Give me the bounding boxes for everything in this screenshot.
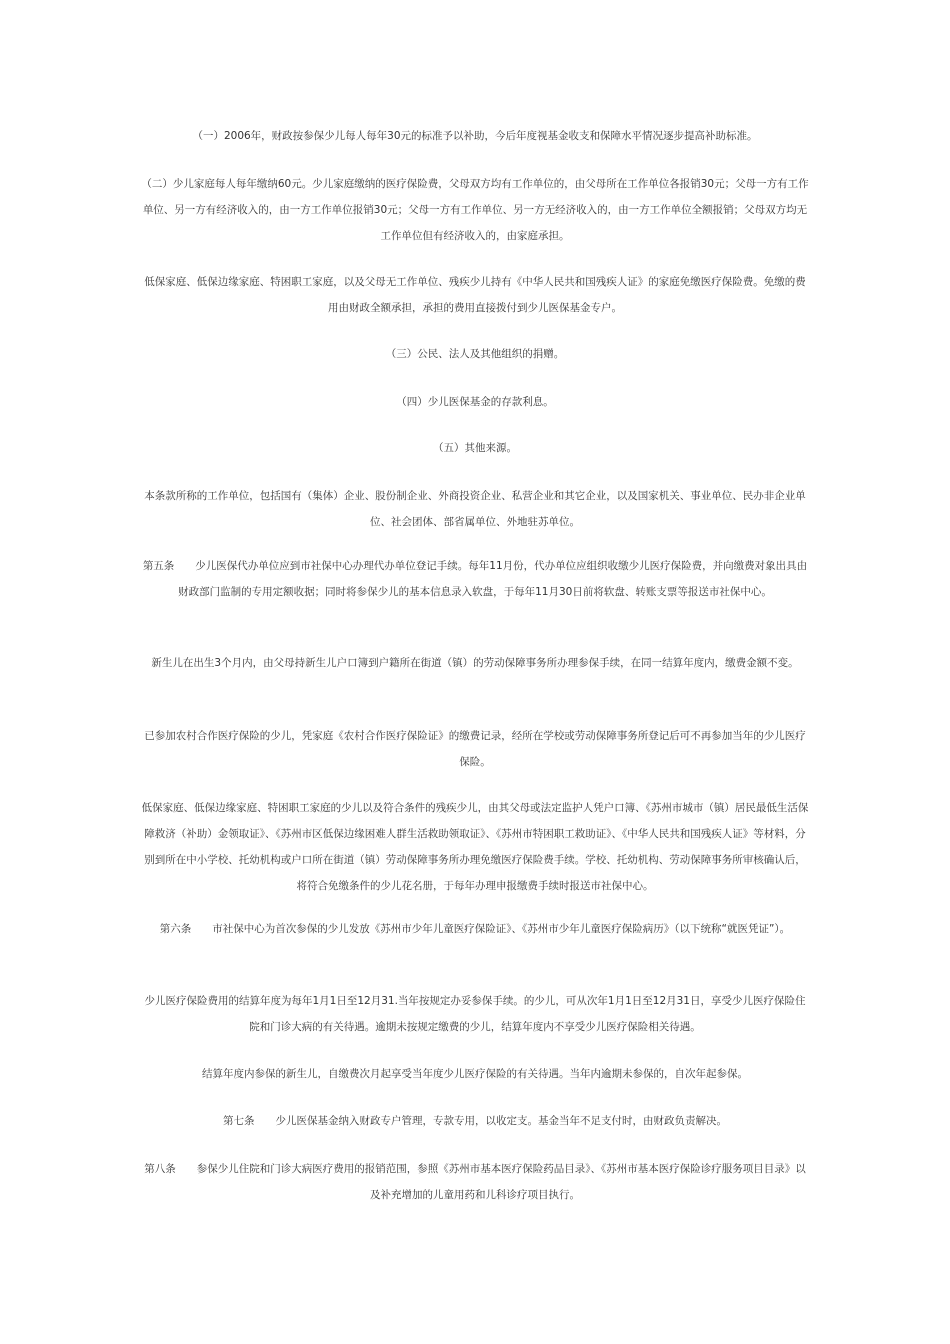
paragraph-other-sources: （五）其他来源。 bbox=[433, 442, 517, 454]
paragraph-article-6: 第六条 市社保中心为首次参保的少儿发放《苏州市少年儿童医疗保险证》、《苏州市少年儿童医疗保险病历》（以下统称“就医凭证”）。 bbox=[159, 923, 791, 935]
paragraph-rural-insurance: 已参加农村合作医疗保险的少儿，凭家庭《农村合作医疗保险证》的缴费记录，经所在学校或劳动保障事务所登记后可不再参加当年的少儿医疗保险。 bbox=[144, 730, 806, 768]
paragraph-low-income-procedure: 低保家庭、低保边缘家庭、特困职工家庭的少儿以及符合条件的残疾少儿，由其父母或法定监护人凭户口簿、《苏州市城市（镇）居民最低生活保障救济（补助）金领取证》、《苏州市区低保边缘困难人群生活救助领取证》、《苏州市特困职工救助证》、《中华人民共和国残疾人证》等材料，分别到所在中小学校、托幼机构或户口所在街道（镇）劳动保障事务所办理免缴医疗保险费手续。学校、托幼机构、劳动保障事务所审核确认后，将符合免缴条件的少儿花名册，于每年办理申报缴费手续时报送市社保中心。 bbox=[141, 802, 809, 892]
paragraph-interest: （四）少儿医保基金的存款利息。 bbox=[396, 396, 554, 408]
paragraph-work-unit-definition: 本条款所称的工作单位，包括国有（集体）企业、股份制企业、外商投资企业、私营企业和其它企业，以及国家机关、事业单位、民办非企业单位、社会团体、部省属单位、外地驻苏单位。 bbox=[144, 490, 806, 528]
paragraph-newborn: 新生儿在出生3个月内，由父母持新生儿户口簿到户籍所在街道（镇）的劳动保障事务所办理参保手续，在同一结算年度内，缴费金额不变。 bbox=[151, 657, 799, 669]
paragraph-article-7: 第七条 少儿医保基金纳入财政专户管理，专款专用，以收定支。基金当年不足支付时，由财政负责解决。 bbox=[223, 1115, 727, 1127]
paragraph-exemption: 低保家庭、低保边缘家庭、特困职工家庭，以及父母无工作单位、残疾少儿持有《中华人民共和国残疾人证》的家庭免缴医疗保险费。免缴的费用由财政全额承担，承担的费用直接拨付到少儿医保基金专户。 bbox=[144, 276, 806, 314]
paragraph-article-5: 第五条 少儿医保代办单位应到市社保中心办理代办单位登记手续。每年11月份，代办单位应组织收缴少儿医疗保险费，并向缴费对象出具由财政部门监制的专用定额收据；同时将参保少儿的基本信息录入软盘，于每年11月30日前将软盘、转账支票等报送市社保中心。 bbox=[142, 560, 808, 598]
paragraph-family-payment: （二）少儿家庭每人每年缴纳60元。少儿家庭缴纳的医疗保险费，父母双方均有工作单位的，由父母所在工作单位各报销30元；父母一方有工作单位、另一方有经济收入的，由一方工作单位报销30元；父母一方有工作单位、另一方无经济收入的，由一方工作单位全额报销；父母双方均无工作单位但有经济收入的，由家庭承担。 bbox=[141, 178, 809, 242]
paragraph-article-8: 第八条 参保少儿住院和门诊大病医疗费用的报销范围，参照《苏州市基本医疗保险药品目录》、《苏州市基本医疗保险诊疗服务项目目录》以及补充增加的儿童用药和儿科诊疗项目执行。 bbox=[144, 1163, 806, 1201]
paragraph-subsidy: （一）2006年，财政按参保少儿每人每年30元的标准予以补助，今后年度视基金收支和保障水平情况逐步提高补助标准。 bbox=[192, 130, 758, 142]
paragraph-donation: （三）公民、法人及其他组织的捐赠。 bbox=[385, 348, 565, 360]
paragraph-newborn-benefits: 结算年度内参保的新生儿，自缴费次月起享受当年度少儿医疗保险的有关待遇。当年内逾期未参保的，自次年起参保。 bbox=[202, 1068, 748, 1080]
paragraph-settlement-year: 少儿医疗保险费用的结算年度为每年1月1日至12月31.当年按规定办妥参保手续。的少儿，可从次年1月1日至12月31日，享受少儿医疗保险住院和门诊大病的有关待遇。逾期未按规定缴费的少儿，结算年度内不享受少儿医疗保险相关待遇。 bbox=[144, 995, 806, 1033]
